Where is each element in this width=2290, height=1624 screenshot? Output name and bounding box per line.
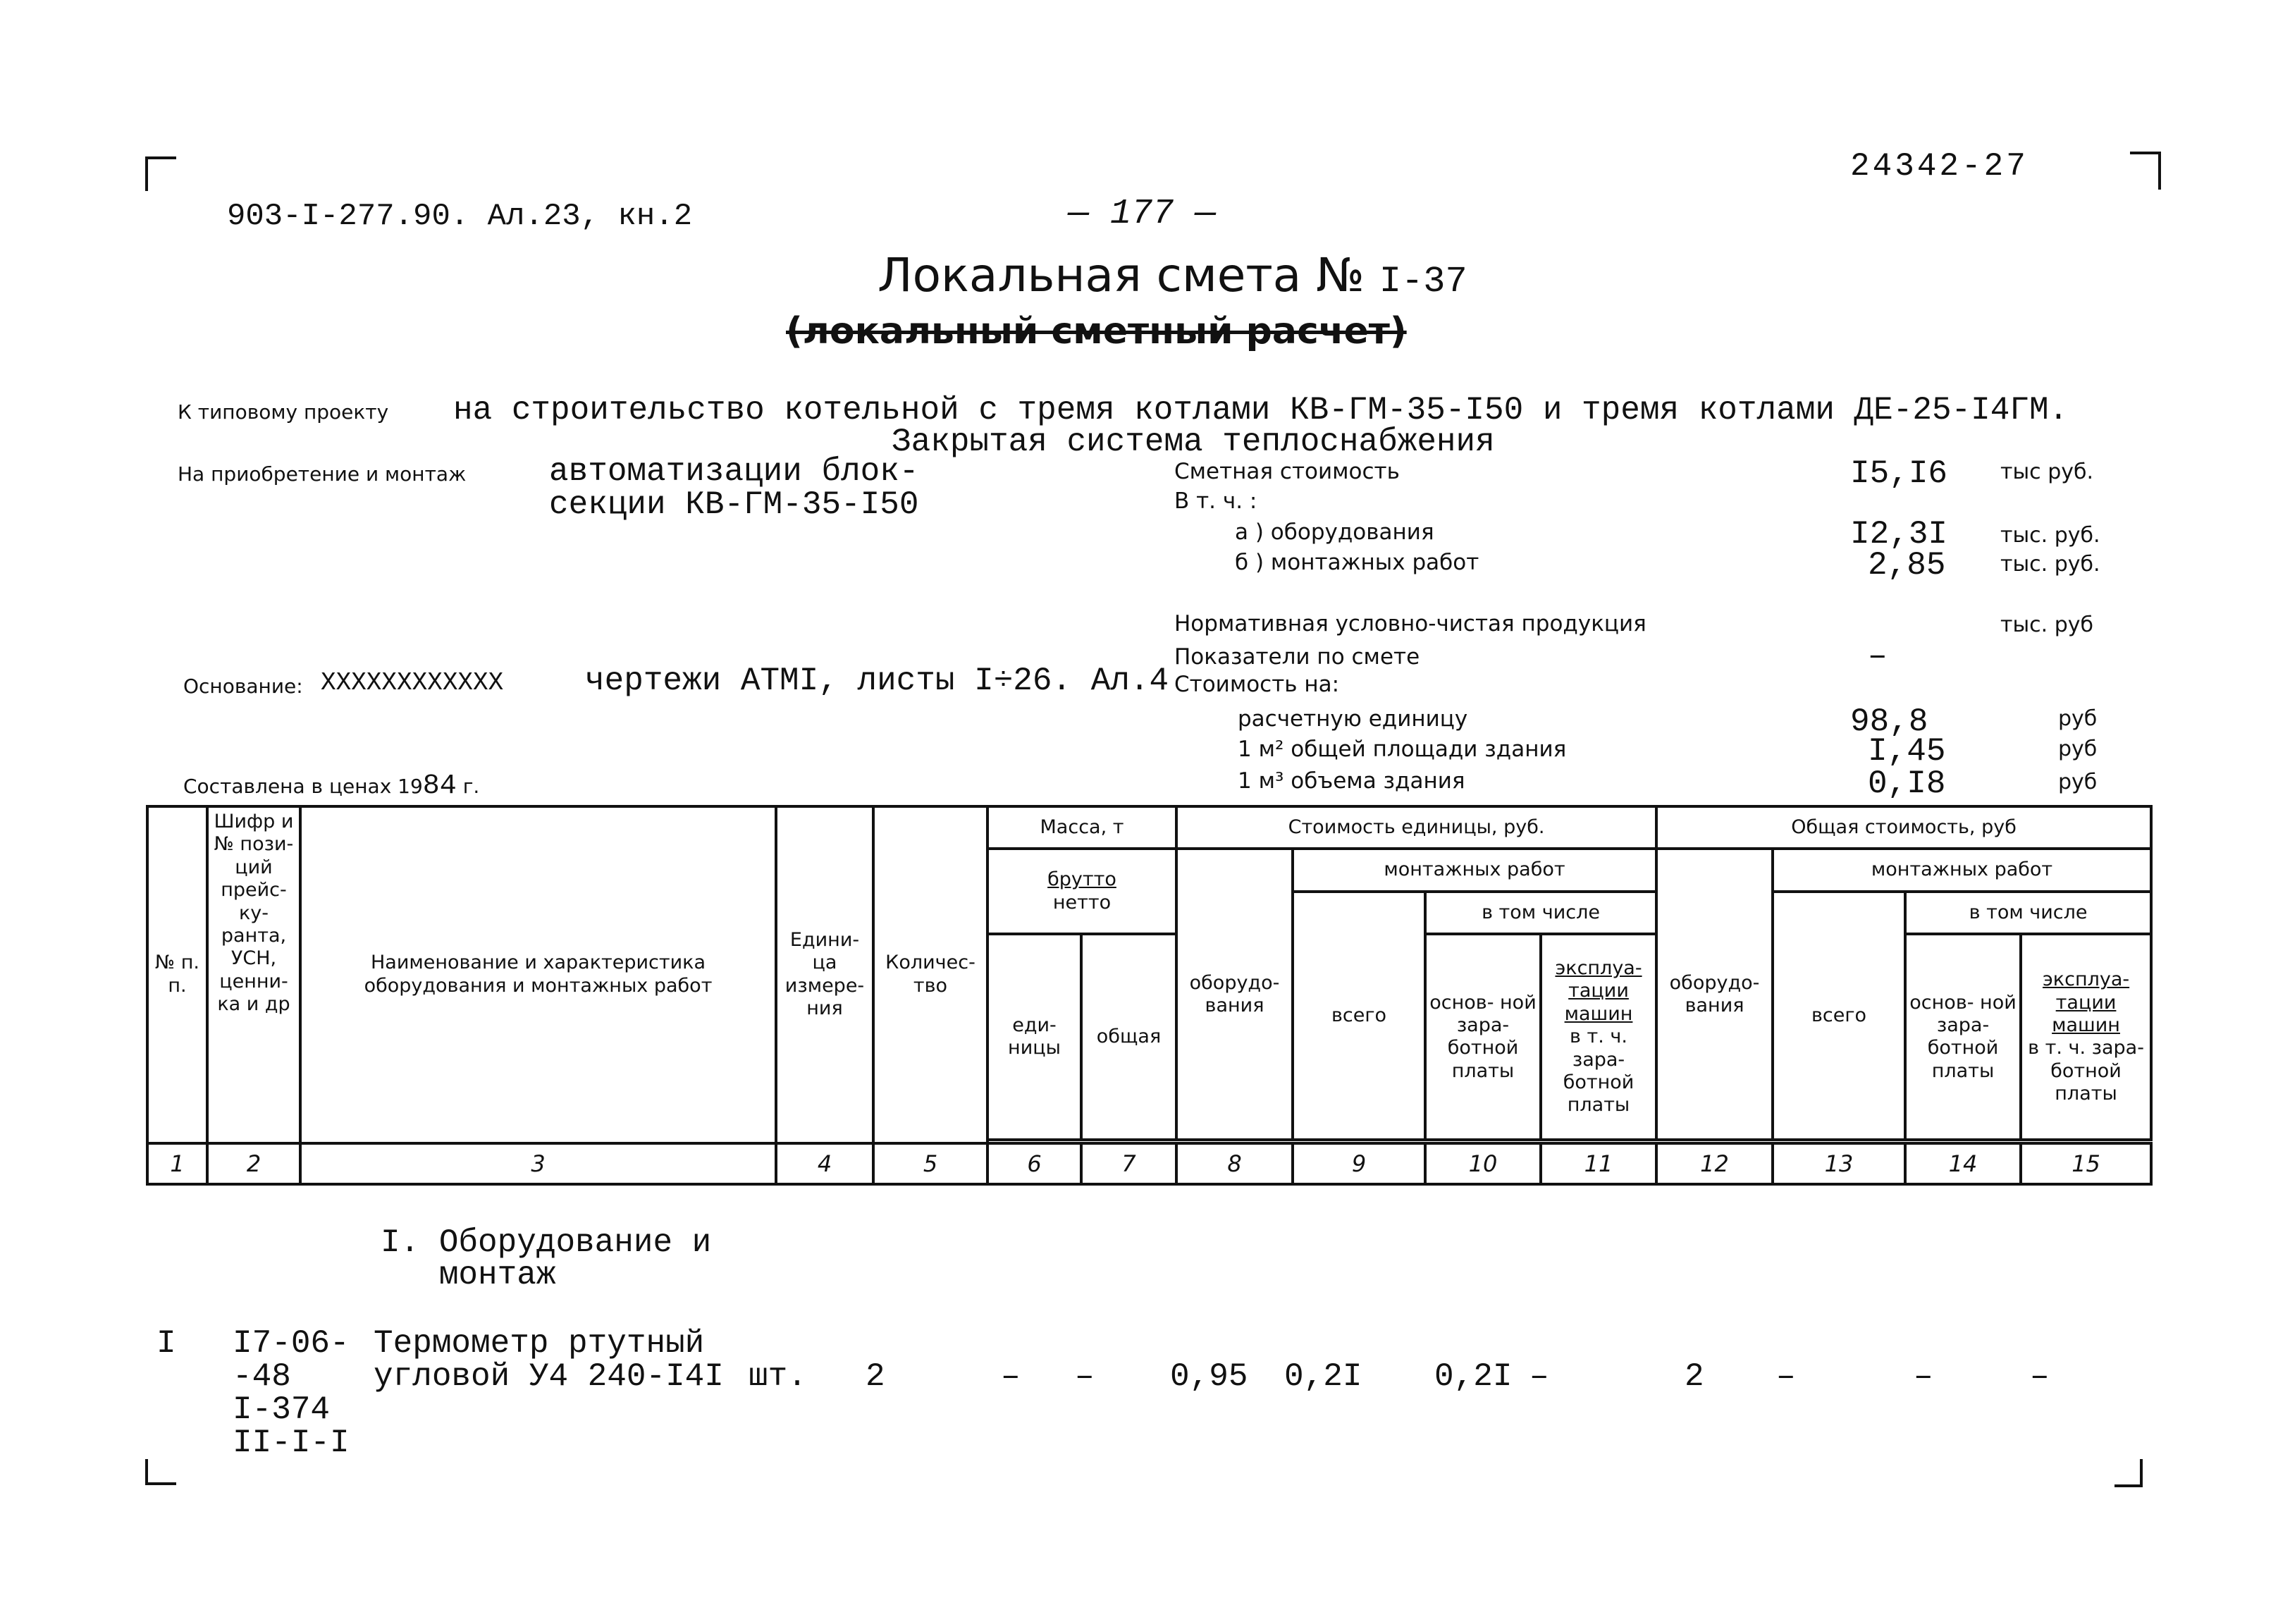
unit-cost-value: 98,8 (1850, 703, 1928, 740)
col-number: 3 (300, 1143, 776, 1185)
equipment-cost-value: I2,3I (1850, 516, 1948, 553)
struck-subtitle: (локальный сметный расчет) (786, 310, 1407, 352)
normative-production-label: Нормативная условно-чистая продукция (1174, 611, 1646, 636)
header-equipment-unit: оборудо- вания (1176, 849, 1293, 1140)
corner-mark-top-left (145, 156, 176, 191)
area-cost-unit: руб (2058, 737, 2098, 761)
col-number: 8 (1176, 1143, 1293, 1185)
row-mass-total: – (1075, 1358, 1095, 1395)
header-total-machines-pay: в т. ч. зара- ботной платы (2028, 1037, 2144, 1105)
header-unit-install-all: всего (1293, 892, 1425, 1140)
equipment-cost-label: а ) оборудования (1235, 519, 1434, 545)
equipment-cost-unit: тыс. руб. (2000, 523, 2100, 548)
project-line-2: Закрытая система теплоснабжения (892, 424, 1495, 460)
install-cost-value: 2,85 (1868, 547, 1946, 584)
including-label: В т. ч. : (1174, 488, 1257, 514)
estimate-cost-label: Сметная стоимость (1174, 459, 1400, 484)
corner-mark-top-right (2130, 152, 2161, 190)
project-label: К типовому проекту (178, 400, 389, 424)
cost-per-label: Стоимость на: (1174, 672, 1340, 697)
section-title: I. Оборудование и монтаж (381, 1224, 712, 1293)
col-number: 14 (1905, 1143, 2021, 1185)
header-mass: Масса, т (987, 806, 1176, 849)
row-base-pay: 0,2I (1434, 1358, 1513, 1395)
title-text: Локальная смета № (878, 248, 1365, 302)
estimate-cost-value: I5,I6 (1850, 455, 1948, 492)
volume-cost-unit: руб (2058, 770, 2098, 794)
header-total-machines-label: эксплуа- тации машин (2042, 968, 2130, 1036)
header-total-install-all: всего (1773, 892, 1905, 1140)
row-machines: – (1529, 1358, 1549, 1395)
page-number: — 177 — (1068, 194, 1217, 234)
header-total-base-pay: основ- ной зара- ботной платы (1905, 934, 2021, 1140)
col-number: 5 (873, 1143, 987, 1185)
volume-cost-value: 0,I8 (1868, 765, 1946, 802)
basis-label: Основание: (183, 675, 303, 698)
row-code-4: II-I-I (233, 1425, 350, 1461)
page-title (878, 248, 1467, 302)
header-mass-total: общая (1081, 934, 1176, 1140)
header-unit-base-pay: основ- ной зара- ботной платы (1425, 934, 1541, 1140)
row-unit: шт. (749, 1358, 807, 1395)
row-code-3: I-374 (233, 1391, 331, 1428)
col-number: 15 (2021, 1143, 2151, 1185)
header-total-cost: Общая стоимость, руб (1656, 806, 2151, 849)
purpose-line-2: секции КВ-ГМ-35-I50 (549, 486, 919, 523)
col-number: 10 (1425, 1143, 1541, 1185)
title-number: I-37 (1379, 261, 1467, 302)
col-number: 13 (1773, 1143, 1905, 1185)
row-quantity: 2 (866, 1358, 885, 1395)
row-total-machines: – (2030, 1358, 2050, 1395)
install-cost-unit: тыс. руб. (2000, 552, 2100, 577)
row-code-2: -48 (233, 1358, 291, 1395)
header-total-incl: в том числе (1905, 892, 2151, 934)
area-cost-value: I,45 (1868, 733, 1946, 770)
col-number: 7 (1081, 1143, 1176, 1185)
unit-cost-unit: руб (2058, 706, 2098, 731)
header-unit-machines (1541, 934, 1656, 1140)
col-number: 2 (207, 1143, 300, 1185)
row-code-1: I7-06- (233, 1325, 350, 1362)
purpose-line-1: автоматизации блок- (549, 453, 919, 490)
project-line-1: на строительство котельной с тремя котлами КВ-ГМ-35-I50 и тремя котлами ДЕ-25-I4ГМ. (453, 392, 2069, 429)
estimate-table (146, 805, 2153, 1186)
volume-cost-label: 1 м³ объема здания (1238, 768, 1465, 794)
purpose-label: На приобретение и монтаж (178, 462, 467, 486)
corner-mark-bottom-right (2114, 1459, 2143, 1487)
col-number: 11 (1541, 1143, 1656, 1185)
header-unit: Едини- ца измере- ния (776, 806, 873, 1143)
indicators-label: Показатели по смете (1174, 644, 1420, 670)
header-unit-incl: в том числе (1425, 892, 1656, 934)
row-name-1: Термометр ртутный (374, 1325, 705, 1362)
indicators-value: – (1868, 638, 1888, 675)
row-total-equipment: 2 (1685, 1358, 1704, 1395)
row-total-install: – (1776, 1358, 1796, 1395)
compiled-suffix: г. (462, 775, 480, 798)
header-brutto-netto (987, 849, 1176, 934)
document-id: 24342-27 (1850, 148, 2029, 185)
header-no: № п. п. (147, 806, 207, 1143)
basis-value: чертежи АТМI, листы I÷26. Ал.4 (585, 663, 1169, 699)
basis-struck-text: XXXXXXXXXXXX (321, 668, 504, 697)
row-mass-unit: – (1001, 1358, 1021, 1395)
header-unit-machines-label: эксплуа- тации машин (1555, 957, 1642, 1025)
header-name: Наименование и характеристика оборудования и монтажных работ (300, 806, 776, 1143)
unit-cost-label: расчетную единицу (1238, 706, 1468, 732)
row-install-total: 0,2I (1284, 1358, 1362, 1395)
compiled-year: 84 (422, 770, 457, 802)
row-no: I (156, 1325, 176, 1362)
col-number: 12 (1656, 1143, 1773, 1185)
header-install-unit: монтажных работ (1293, 849, 1656, 891)
header-equipment-total: оборудо- вания (1656, 849, 1773, 1140)
normative-production-unit: тыс. руб (2000, 613, 2094, 637)
header-unit-cost: Стоимость единицы, руб. (1176, 806, 1656, 849)
header-mass-per-unit: еди- ницы (987, 934, 1081, 1140)
col-number: 1 (147, 1143, 207, 1185)
row-total-base-pay: – (1914, 1358, 1933, 1395)
corner-mark-bottom-left (145, 1459, 176, 1485)
header-code: Шифр и № пози- ций прейс- ку- ранта, УСН, ценни- ка и др (207, 806, 300, 1143)
area-cost-label: 1 м² общей площади здания (1238, 737, 1567, 762)
header-unit-machines-pay: в т. ч. зара- ботной платы (1563, 1026, 1635, 1116)
header-total-machines (2021, 934, 2151, 1140)
row-name-2: угловой У4 240-I4I (374, 1358, 724, 1395)
document-reference: 903-I-277.90. Ал.23, кн.2 (227, 199, 693, 234)
install-cost-label: б ) монтажных работ (1235, 550, 1479, 575)
col-number: 9 (1293, 1143, 1425, 1185)
compiled-label-text: Составлена в ценах 19 (183, 775, 423, 798)
row-equipment-cost: 0,95 (1170, 1358, 1248, 1395)
estimate-cost-unit: тыс руб. (2000, 460, 2094, 484)
col-number: 4 (776, 1143, 873, 1185)
compiled-label (183, 770, 479, 802)
header-netto: нетто (1052, 891, 1112, 914)
header-brutto: брутто (1047, 868, 1116, 891)
header-install-total: монтажных работ (1773, 849, 2151, 891)
header-quantity: Количес- тво (873, 806, 987, 1143)
col-number: 6 (987, 1143, 1081, 1185)
